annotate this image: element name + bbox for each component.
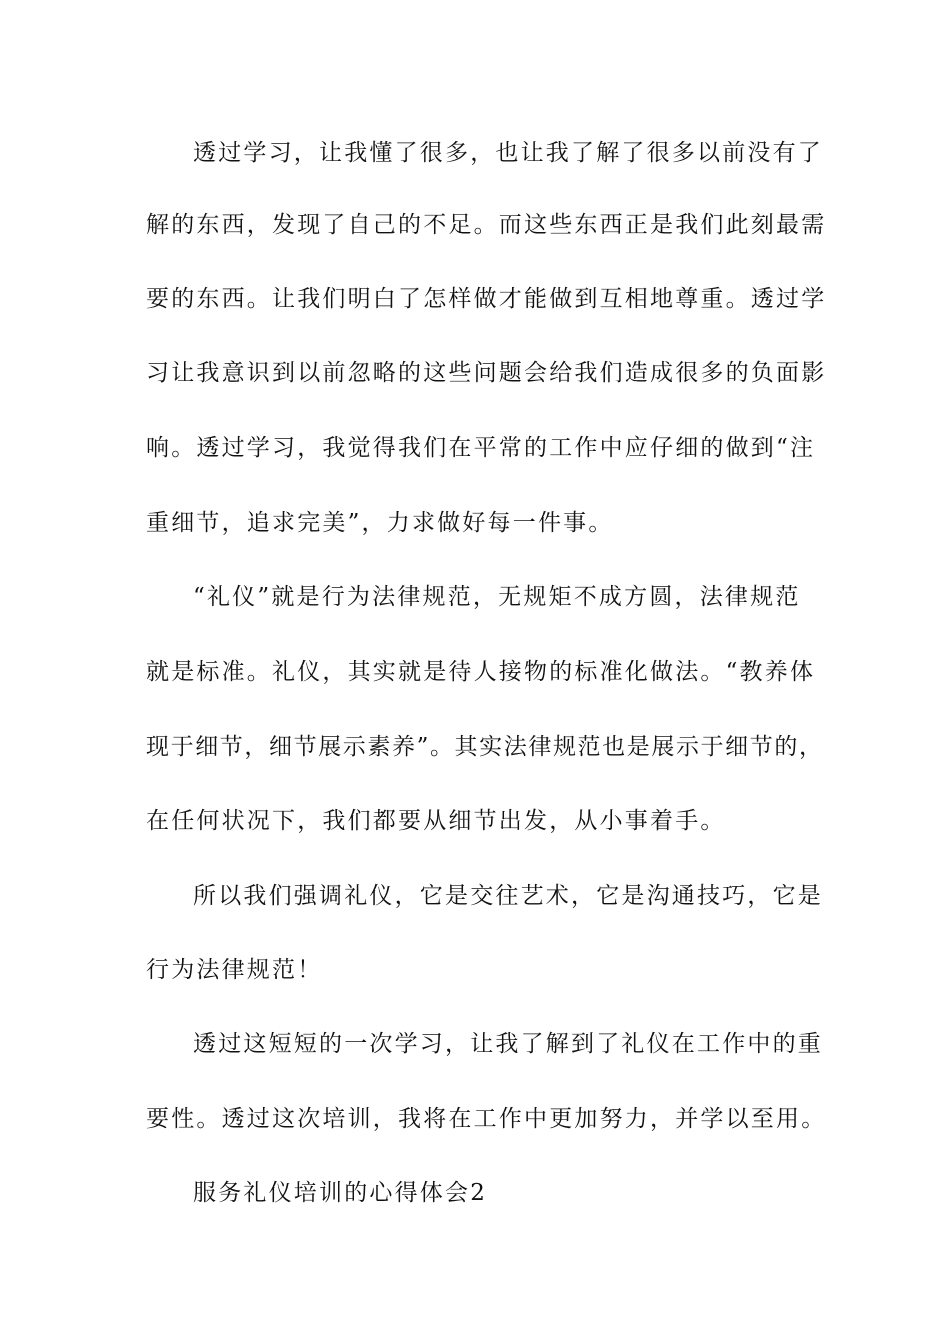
paragraph-2-line-3: 现于细节，细节展示素养”。其实法律规范也是展示于细节的， [146, 734, 824, 760]
paragraph-2-line-4: 在任何状况下，我们都要从细节出发，从小事着手。 [146, 808, 726, 834]
paragraph-1-line-3: 要的东西。让我们明白了怎样做才能做到互相地尊重。透过学 [146, 286, 827, 312]
paragraph-1-line-1: 透过学习，让我懂了很多，也让我了解了很多以前没有了 [193, 140, 823, 166]
paragraph-3-line-1: 所以我们强调礼仪，它是交往艺术，它是沟通技巧，它是 [193, 883, 823, 909]
paragraph-3-line-2: 行为法律规范！ [146, 957, 323, 983]
section-heading: 服务礼仪培训的心得体会2 [193, 1180, 488, 1206]
paragraph-2-line-2: 就是标准。礼仪，其实就是待人接物的标准化做法。“教养体 [146, 659, 816, 685]
paragraph-1-line-5: 响。透过学习，我觉得我们在平常的工作中应仔细的做到“注 [146, 435, 816, 461]
paragraph-4-line-2: 要性。透过这次培训，我将在工作中更加努力，并学以至用。 [146, 1106, 827, 1132]
paragraph-1-line-6: 重细节，追求完美”，力求做好每一件事。 [146, 510, 614, 536]
paragraph-1-line-2: 解的东西，发现了自己的不足。而这些东西正是我们此刻最需 [146, 212, 827, 238]
paragraph-1-line-4: 习让我意识到以前忽略的这些问题会给我们造成很多的负面影 [146, 360, 827, 386]
paragraph-2-line-1: “礼仪”就是行为法律规范，无规矩不成方圆，法律规范 [193, 584, 801, 610]
paragraph-4-line-1: 透过这短短的一次学习，让我了解到了礼仪在工作中的重 [193, 1031, 823, 1057]
